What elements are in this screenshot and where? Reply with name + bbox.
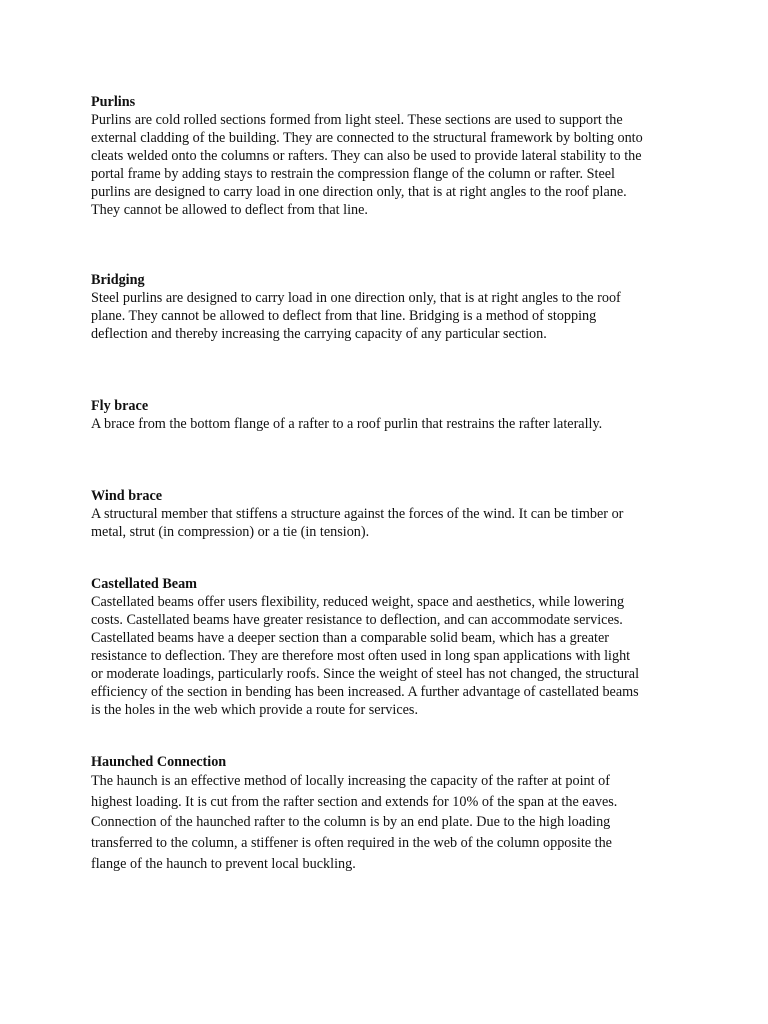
section-haunched-connection — [91, 753, 691, 875]
section-heading: Castellated Beam — [91, 576, 197, 592]
body-line: deflection and thereby increasing the carrying capacity of any particular section. — [91, 326, 547, 342]
body-line: transferred to the column, a stiffener is often required in the web of the column opposite the — [91, 835, 612, 852]
body-line: flange of the haunch to prevent local buckling. — [91, 855, 356, 872]
body-line: Castellated beams offer users flexibility, reduced weight, space and aesthetics, while lowering — [91, 594, 625, 610]
body-line: plane. They cannot be allowed to deflect from that line. Bridging is a method of stopping — [91, 308, 597, 324]
body-line: A structural member that stiffens a structure against the forces of the wind. It can be timber or — [91, 506, 624, 522]
body-line: or moderate loadings, particularly roofs. Since the weight of steel has not changed, the structural — [91, 666, 640, 682]
body-line: costs. Castellated beams have greater resistance to deflection, and can accommodate services. — [91, 612, 623, 628]
section-wind-brace — [91, 487, 691, 541]
body-line: highest loading. It is cut from the rafter section and extends for 10% of the span at the eaves. — [91, 793, 618, 810]
body-line: The haunch is an effective method of locally increasing the capacity of the rafter at point of — [91, 773, 610, 789]
body-line: metal, strut (in compression) or a tie (in tension). — [91, 524, 370, 540]
body-line: cleats welded onto the columns or rafters. They can also be used to provide lateral stability to the — [91, 148, 642, 164]
body-line: A brace from the bottom flange of a rafter to a roof purlin that restrains the rafter laterally. — [91, 416, 603, 432]
body-line: external cladding of the building. They are connected to the structural framework by bolting onto — [91, 130, 643, 146]
section-castellated-beam — [91, 575, 691, 719]
section-heading: Bridging — [91, 272, 145, 288]
body-line: Purlins are cold rolled sections formed from light steel. These sections are used to support the — [91, 112, 623, 128]
section-heading: Purlins — [91, 94, 136, 110]
section-fly-brace — [91, 397, 691, 433]
section-heading: Wind brace — [91, 488, 163, 504]
section-purlins — [91, 93, 691, 219]
section-heading: Fly brace — [91, 398, 149, 414]
body-line: resistance to deflection. They are therefore most often used in long span applications with light — [91, 648, 631, 664]
section-bridging — [91, 271, 691, 343]
body-line: efficiency of the section in bending has been increased. A further advantage of castellated beams — [91, 684, 639, 700]
body-line: portal frame by adding stays to restrain the compression flange of the column or rafter. Steel — [91, 166, 615, 182]
body-line: purlins are designed to carry load in one direction only, that is at right angles to the roof plane. — [91, 184, 627, 200]
body-line: Steel purlins are designed to carry load in one direction only, that is at right angles to the roof — [91, 290, 621, 306]
body-line: is the holes in the web which provide a route for services. — [91, 702, 419, 718]
body-line: Connection of the haunched rafter to the column is by an end plate. Due to the high loading — [91, 814, 611, 831]
body-line: Castellated beams have a deeper section than a comparable solid beam, which has a greater — [91, 630, 610, 646]
body-line: They cannot be allowed to deflect from that line. — [91, 202, 368, 218]
section-heading: Haunched Connection — [91, 754, 227, 770]
